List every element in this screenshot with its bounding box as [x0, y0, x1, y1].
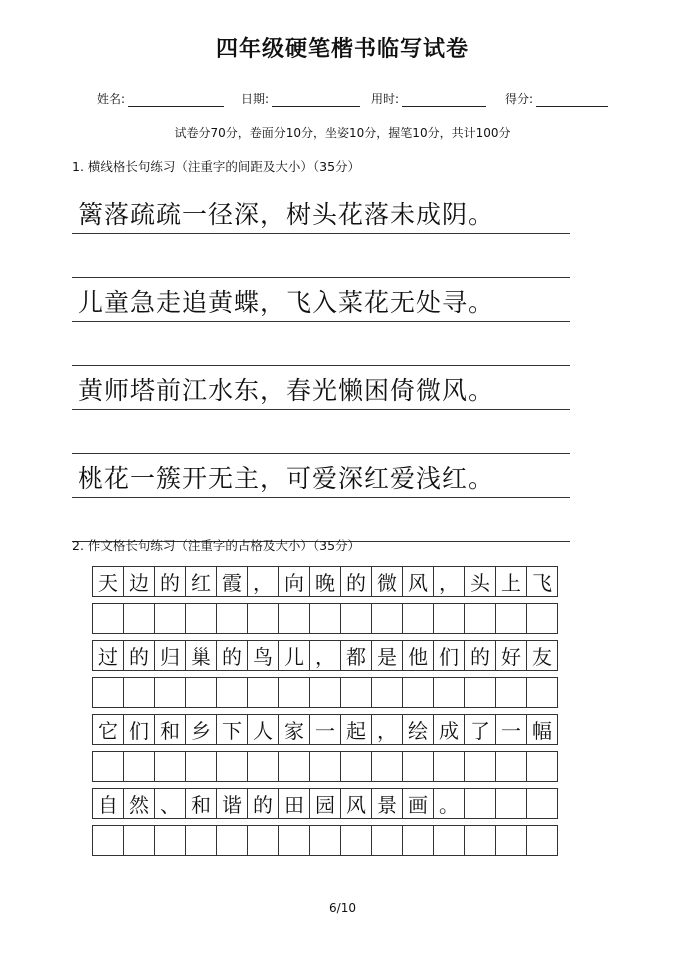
grid-row	[92, 825, 558, 856]
score-field[interactable]	[505, 88, 608, 107]
model-sentence: 桃花一簇开无主，可爱深红爱浅红。	[78, 464, 495, 493]
grid-cell[interactable]: 都	[340, 640, 372, 671]
grid-cell[interactable]: 的	[123, 640, 155, 671]
grid-cell[interactable]: 绘	[402, 714, 434, 745]
time-label: 用时:	[371, 92, 400, 106]
grid-cell[interactable]	[309, 751, 341, 782]
grid-cell[interactable]: 、	[154, 788, 186, 819]
grid-cell[interactable]: ，	[309, 640, 341, 671]
grid-cell[interactable]	[526, 603, 558, 634]
grid-cell[interactable]	[309, 825, 341, 856]
grid-cell[interactable]: 然	[123, 788, 155, 819]
grid-cell[interactable]	[185, 677, 217, 708]
grid-cell[interactable]	[433, 603, 465, 634]
grid-cell[interactable]	[433, 677, 465, 708]
grid-cell[interactable]: 上	[495, 566, 527, 597]
lined-row-blank[interactable]	[72, 234, 570, 278]
grid-cell[interactable]: 成	[433, 714, 465, 745]
grid-cell[interactable]	[340, 825, 372, 856]
grid-cell[interactable]: 田	[278, 788, 310, 819]
grid-cell[interactable]	[247, 677, 279, 708]
grid-cell[interactable]: 过	[92, 640, 124, 671]
grid-row	[92, 714, 558, 745]
grid-cell[interactable]: 巢	[185, 640, 217, 671]
grid-cell[interactable]	[185, 603, 217, 634]
grid-cell[interactable]: 和	[154, 714, 186, 745]
grid-cell[interactable]	[495, 788, 527, 819]
grid-cell[interactable]: ，	[371, 714, 403, 745]
grid-cell[interactable]	[123, 677, 155, 708]
grid-cell[interactable]: 鸟	[247, 640, 279, 671]
time-field[interactable]	[371, 88, 486, 107]
grid-cell[interactable]	[402, 677, 434, 708]
model-sentence: 儿童急走追黄蝶，飞入菜花无处寻。	[78, 288, 495, 317]
grid-cell[interactable]: 友	[526, 640, 558, 671]
grid-cell[interactable]: ，	[433, 566, 465, 597]
grid-cell[interactable]: 风	[402, 566, 434, 597]
grid-cell[interactable]	[495, 603, 527, 634]
name-field[interactable]	[97, 88, 224, 107]
grid-cell[interactable]	[154, 825, 186, 856]
grid-cell[interactable]	[371, 751, 403, 782]
date-label: 日期:	[241, 92, 270, 106]
grid-cell[interactable]: 霞	[216, 566, 248, 597]
grid-cell[interactable]	[216, 825, 248, 856]
grid-cell[interactable]: 的	[340, 566, 372, 597]
grid-cell[interactable]	[464, 677, 496, 708]
grid-cell[interactable]	[278, 825, 310, 856]
lined-row-blank[interactable]	[72, 322, 570, 366]
grid-cell[interactable]: 微	[371, 566, 403, 597]
composition-grid	[92, 566, 558, 862]
grid-cell[interactable]: 人	[247, 714, 279, 745]
grid-cell[interactable]: 天	[92, 566, 124, 597]
grid-row	[92, 603, 558, 634]
grid-cell[interactable]: 是	[371, 640, 403, 671]
grid-cell[interactable]	[154, 677, 186, 708]
grid-cell[interactable]: ，	[247, 566, 279, 597]
grid-cell[interactable]	[309, 677, 341, 708]
lined-practice-area	[72, 190, 570, 542]
model-sentence: 篱落疏疏一径深，树头花落未成阴。	[78, 200, 495, 229]
grid-cell[interactable]	[185, 825, 217, 856]
grid-cell[interactable]	[340, 603, 372, 634]
grid-cell[interactable]	[402, 751, 434, 782]
grid-cell[interactable]: 一	[495, 714, 527, 745]
lined-row[interactable]	[72, 190, 570, 234]
grid-row	[92, 640, 558, 671]
grid-cell[interactable]: 边	[123, 566, 155, 597]
grid-cell[interactable]: 幅	[526, 714, 558, 745]
grid-cell[interactable]	[278, 603, 310, 634]
page-title: 四年级硬笔楷书临写试卷	[215, 37, 469, 62]
grid-cell[interactable]	[278, 677, 310, 708]
scoring-note: 试卷分70分，卷面分10分，坐姿10分，握笔10分，共计100分	[174, 126, 511, 140]
grid-cell[interactable]: 们	[433, 640, 465, 671]
grid-cell[interactable]	[185, 751, 217, 782]
grid-row	[92, 566, 558, 597]
grid-cell[interactable]	[464, 751, 496, 782]
grid-cell[interactable]	[402, 825, 434, 856]
lined-row[interactable]	[72, 454, 570, 498]
grid-cell[interactable]	[92, 825, 124, 856]
grid-cell[interactable]: 的	[216, 640, 248, 671]
grid-cell[interactable]	[154, 603, 186, 634]
section2-heading: 2. 作文格长句练习（注重字的占格及大小）（35分）	[72, 538, 361, 553]
name-blank[interactable]	[128, 88, 224, 107]
grid-cell[interactable]	[526, 751, 558, 782]
grid-row	[92, 788, 558, 819]
grid-cell[interactable]	[216, 677, 248, 708]
grid-cell[interactable]	[309, 603, 341, 634]
grid-cell[interactable]	[495, 825, 527, 856]
name-label: 姓名:	[97, 92, 126, 106]
grid-cell[interactable]: 风	[340, 788, 372, 819]
grid-cell[interactable]: 一	[309, 714, 341, 745]
grid-cell[interactable]: 乡	[185, 714, 217, 745]
grid-cell[interactable]: 红	[185, 566, 217, 597]
grid-cell[interactable]	[464, 825, 496, 856]
score-label: 得分:	[505, 92, 534, 106]
grid-cell[interactable]	[216, 603, 248, 634]
grid-cell[interactable]: 们	[123, 714, 155, 745]
section1-heading: 1. 横线格长句练习（注重字的间距及大小）（35分）	[72, 159, 361, 174]
grid-cell[interactable]: 头	[464, 566, 496, 597]
grid-cell[interactable]	[247, 751, 279, 782]
grid-cell[interactable]: 向	[278, 566, 310, 597]
grid-cell[interactable]	[92, 751, 124, 782]
lined-row[interactable]	[72, 278, 570, 322]
date-field[interactable]	[241, 88, 360, 107]
grid-cell[interactable]	[278, 751, 310, 782]
grid-cell[interactable]: 好	[495, 640, 527, 671]
grid-cell[interactable]	[495, 677, 527, 708]
grid-cell[interactable]: 起	[340, 714, 372, 745]
grid-cell[interactable]	[92, 677, 124, 708]
grid-cell[interactable]	[495, 751, 527, 782]
grid-cell[interactable]	[123, 751, 155, 782]
grid-cell[interactable]: 景	[371, 788, 403, 819]
grid-cell[interactable]	[92, 603, 124, 634]
grid-cell[interactable]: 和	[185, 788, 217, 819]
grid-cell[interactable]: 的	[247, 788, 279, 819]
grid-cell[interactable]: 下	[216, 714, 248, 745]
grid-cell[interactable]: 。	[433, 788, 465, 819]
grid-cell[interactable]	[371, 677, 403, 708]
grid-cell[interactable]	[340, 751, 372, 782]
grid-cell[interactable]: 家	[278, 714, 310, 745]
lined-row-blank[interactable]	[72, 410, 570, 454]
grid-row	[92, 677, 558, 708]
grid-cell[interactable]	[247, 603, 279, 634]
grid-cell[interactable]: 园	[309, 788, 341, 819]
model-sentence: 黄师塔前江水东，春光懒困倚微风。	[78, 376, 495, 405]
grid-cell[interactable]: 的	[154, 566, 186, 597]
time-blank[interactable]	[402, 88, 486, 107]
grid-cell[interactable]	[154, 751, 186, 782]
grid-cell[interactable]	[371, 825, 403, 856]
grid-cell[interactable]: 他	[402, 640, 434, 671]
grid-cell[interactable]: 晚	[309, 566, 341, 597]
grid-cell[interactable]: 画	[402, 788, 434, 819]
page-number: 6/10	[329, 901, 356, 915]
grid-cell[interactable]	[123, 603, 155, 634]
grid-cell[interactable]: 了	[464, 714, 496, 745]
grid-cell[interactable]	[433, 825, 465, 856]
date-blank[interactable]	[272, 88, 360, 107]
grid-cell[interactable]	[371, 603, 403, 634]
grid-cell[interactable]	[526, 677, 558, 708]
lined-row[interactable]	[72, 366, 570, 410]
score-blank[interactable]	[536, 88, 608, 107]
grid-cell[interactable]: 它	[92, 714, 124, 745]
grid-row	[92, 751, 558, 782]
grid-cell[interactable]	[123, 825, 155, 856]
grid-cell[interactable]: 自	[92, 788, 124, 819]
grid-cell[interactable]: 谐	[216, 788, 248, 819]
grid-cell[interactable]	[402, 603, 434, 634]
grid-cell[interactable]	[216, 751, 248, 782]
grid-cell[interactable]	[464, 603, 496, 634]
grid-cell[interactable]	[526, 788, 558, 819]
grid-cell[interactable]	[526, 825, 558, 856]
grid-cell[interactable]	[247, 825, 279, 856]
grid-cell[interactable]: 归	[154, 640, 186, 671]
grid-cell[interactable]	[433, 751, 465, 782]
student-info-bar	[0, 88, 685, 112]
grid-cell[interactable]: 的	[464, 640, 496, 671]
grid-cell[interactable]: 飞	[526, 566, 558, 597]
grid-cell[interactable]: 儿	[278, 640, 310, 671]
grid-cell[interactable]	[464, 788, 496, 819]
grid-cell[interactable]	[340, 677, 372, 708]
